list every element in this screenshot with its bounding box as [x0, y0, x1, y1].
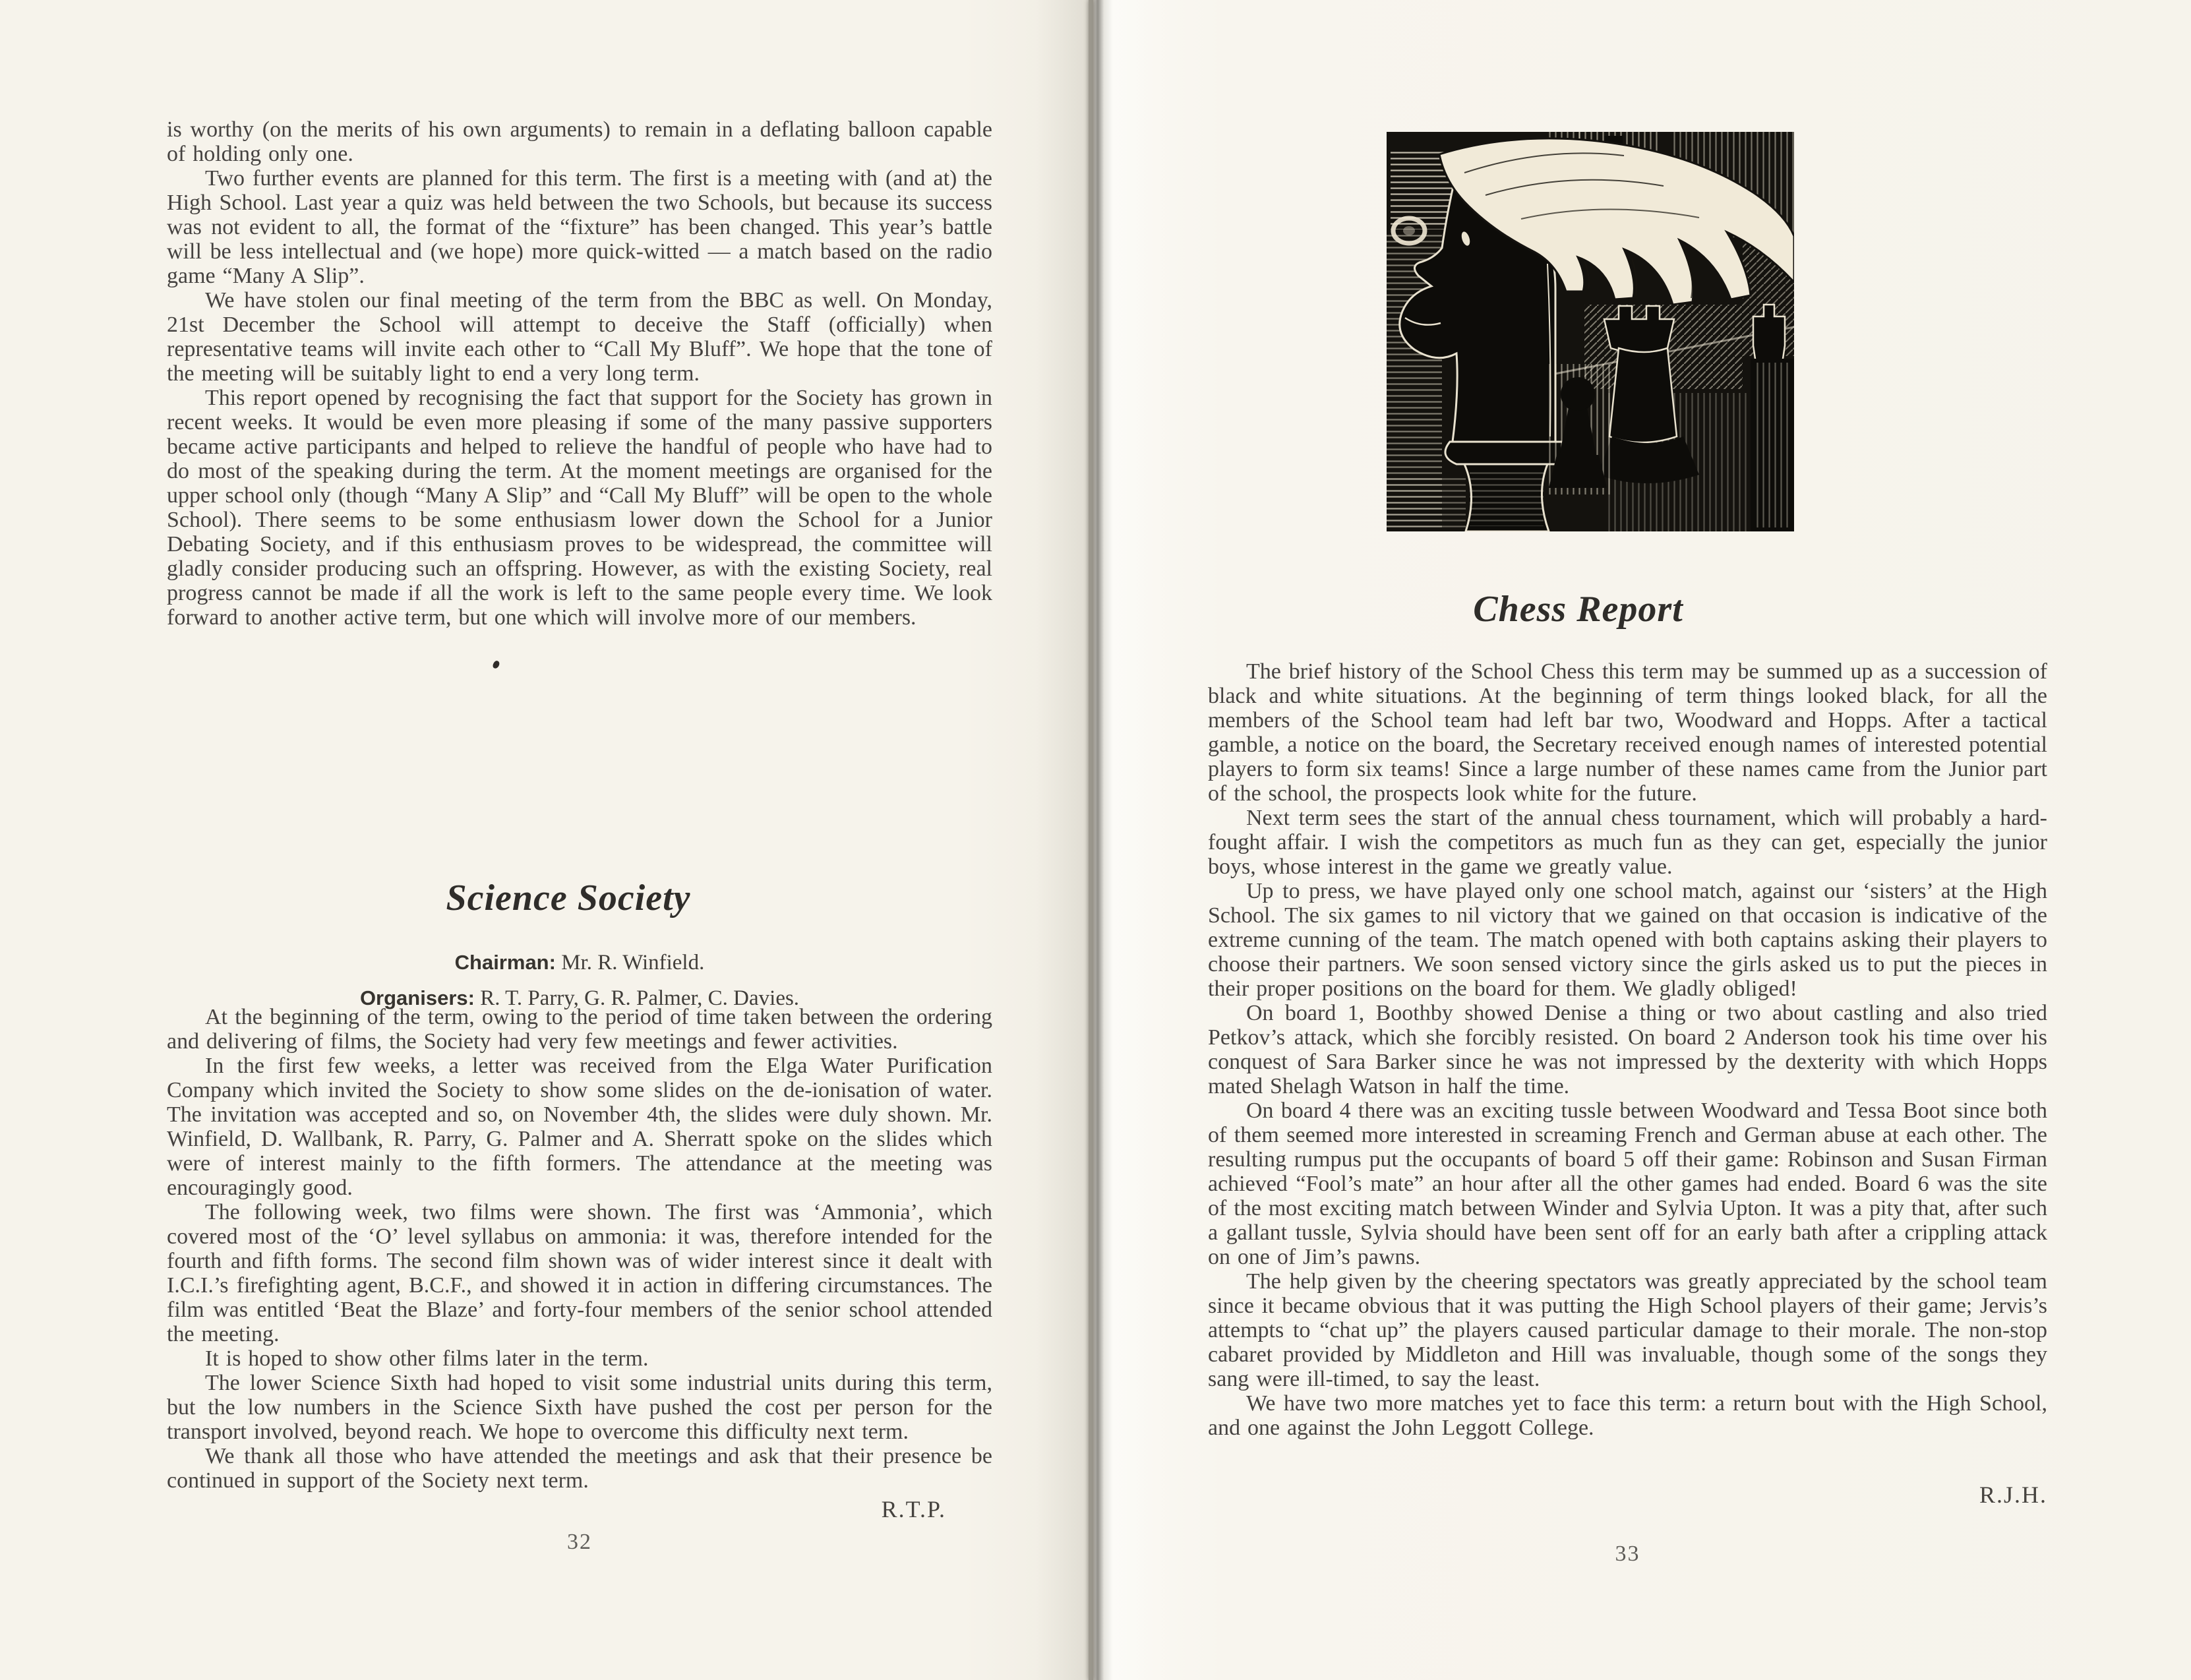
page-number-33: 33 — [1615, 1542, 1640, 1566]
paragraph: At the beginning of the term, owing to the period of time taken between the ordering and delivering of films, the Society had very few meetings and fewer activities. — [167, 1005, 992, 1054]
page-right — [1095, 0, 2191, 1680]
organisers-names: R. T. Parry, G. R. Palmer, C. Davies. — [480, 986, 800, 1010]
page-number-32: 32 — [567, 1530, 592, 1554]
chairman-label: Chairman: — [454, 951, 556, 974]
book-spine-crease — [1089, 0, 1093, 1680]
science-society-signature: R.T.P. — [881, 1496, 946, 1522]
organisers-label: Organisers: — [359, 986, 475, 1009]
paragraph: We have two more matches yet to face this term: a return bout with the High School, and one against the John Leggott College. — [1208, 1391, 2047, 1440]
paragraph: It is hoped to show other films later in the term. — [205, 1346, 649, 1371]
chess-woodcut-illustration — [1387, 132, 1794, 531]
paragraph: The following week, two films were shown. The first was ‘Ammonia’, which covered most of the ‘O’ level syllabus on ammonia: it was, therefore intended for the fourth and fifth forms. The second film shown was of wider interest since it dealt with I.C.I.’s firefighting agent, B.C.F., and showed it in action in differing circumstances. The film was entitled ‘Beat the Blaze’ and forty-four members of the senior school attended the meeting. — [167, 1200, 992, 1346]
paragraph: In the first few weeks, a letter was received from the Elga Water Purification Company which invited the Society to show some slides on the de-ionisation of water. The invitation was accepted and so, on November 4th, the slides were duly shown. Mr. Winfield, D. Wallbank, R. Parry, G. Palmer and A. Sherratt spoke on the slides which were of interest mainly to the fifth formers. The attendance at the meeting was encouragingly good. — [167, 1054, 992, 1200]
debating-society-continued-text — [167, 117, 992, 630]
paragraph: We have stolen our final meeting of the term from the BBC as well. On Monday, 21st December the School will attempt to deceive the Staff (officially) when representative teams will invite each other to “Call My Bluff”. We hope that the tone of the meeting will be suitably light to end a very long term. — [167, 288, 992, 386]
paragraph: This report opened by recognising the fact that support for the Society has grown in recent weeks. It would be even more pleasing if some of the many passive supporters became active participants and helped to relieve the handful of people who have had to do most of the speaking during the term. At the moment meetings are organised for the upper school only (though “Many A Slip” and “Call My Bluff” will be open to the whole School). There seems to be some enthusiasm lower down the School for a Junior Debating Society, and if this enthusiasm proves to be widespread, the committee will gladly consider producing such an offspring. However, as with the existing Society, real progress cannot be made if all the work is left to the same people every time. We look forward to another active term, but one which will involve more of our members. — [167, 386, 992, 630]
paragraph: On board 4 there was an exciting tussle between Woodward and Tessa Boot since both of them seemed more interested in screaming French and German abuse at each other. The resulting rumpus put the occupants of board 5 off their game: Robinson and Susan Firman achieved “Fool’s mate” an hour after all the other games had ended. Board 6 was the site of the most exciting match between Winder and Sylvia Upton. It was a pity that, after such a gallant tussle, Sylvia should have been sent off for an early bath after a crippling attack on one of Jim’s pawns. — [1208, 1098, 2047, 1269]
paragraph: The lower Science Sixth had hoped to visit some industrial units during this term, but the low numbers in the Science Sixth have pushed the cost per person for the transport involved, beyond reach. We hope to overcome this difficulty next term. — [167, 1371, 992, 1444]
pawn-piece — [1545, 364, 1612, 495]
paragraph: The brief history of the School Chess this term may be summed up as a succession of black and white situations. At the beginning of term things looked black, for all the members of the School team had left bar two, Woodward and Hopps. After a tactical gamble, a notice on the board, the Secretary received enough names of interested potential players to form six teams! Since a large number of these names came from the Junior part of the school, the prospects look white for the future. — [1208, 659, 2047, 806]
ink-speck — [492, 660, 500, 669]
paragraph: We thank all those who have attended the meetings and ask that their presence be continued in support of the Society next term. — [167, 1444, 992, 1493]
paragraph: is worthy (on the merits of his own arguments) to remain in a deflating balloon capable of holding only one. — [167, 117, 992, 166]
page-left — [0, 0, 1095, 1680]
paragraph: On board 1, Boothby showed Denise a thing or two about castling and also tried Petkov’s attack, which she forcibly resisted. On board 2 Anderson took his time over his conquest of Sara Barker since he was not impressed by the dexterity with which Hopps mated Shelagh Watson in half the time. — [1208, 1001, 2047, 1098]
chess-report-text — [1208, 659, 2047, 1440]
paragraph: Two further events are planned for this term. The first is a meeting with (and at) the High School. Last year a quiz was held between the two Schools, but because its success was not evident to all, the format of the “fixture” has been changed. This year’s battle will be less intellectual and (we hope) more quick-witted — a match based on the radio game “Many A Slip”. — [167, 166, 992, 288]
science-society-report-text — [167, 1005, 992, 1493]
paragraph: Next term sees the start of the annual chess tournament, which will probably a hard-fought affair. I wish the competitors as much fun as they can get, especially the junior boys, whose interest in the game we greatly value. — [1208, 806, 2047, 879]
chairman-name: Mr. R. Winfield. — [561, 951, 705, 975]
chess-report-signature: R.J.H. — [1979, 1482, 2047, 1508]
paragraph: The help given by the cheering spectators was greatly appreciated by the school team since it became obvious that it was putting the High School players of their game; Jervis’s attempts to “chat up” the players caused particular damage to their morale. The non-stop cabaret provided by Middleton and Hill was invaluable, though some of the songs they sang were ill-timed, to say the least. — [1208, 1269, 2047, 1391]
science-society-chairman-line — [167, 951, 992, 975]
paragraph: Up to press, we have played only one school match, against our ‘sisters’ at the High School. The six games to nil victory that we gained on that occasion is indicative of the extreme cunning of the team. The match opened with both captains asking their players to choose their partners. We soon sensed victory since the girls asked us to put the pieces in their proper positions on the board for them. We gladly obliged! — [1208, 879, 2047, 1001]
science-society-title: Science Society — [446, 878, 691, 918]
chess-report-title: Chess Report — [1473, 589, 1683, 630]
